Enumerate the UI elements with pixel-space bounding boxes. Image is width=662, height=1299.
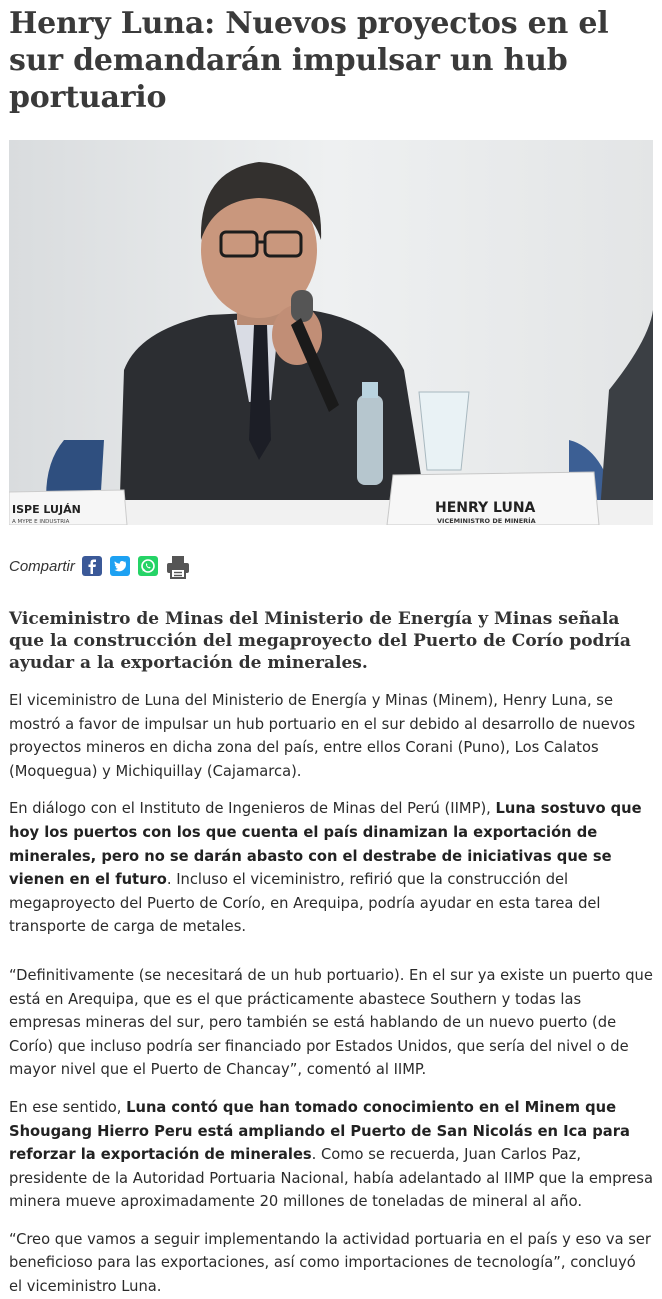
share-bar xyxy=(9,553,653,579)
article-photo xyxy=(9,140,653,525)
paragraph-5: “Creo que vamos a seguir implementando la actividad portuaria en el país y eso va ser beneficioso para las exportaciones, así como importaciones de tecnología”, concluyó el viceministro Luna. xyxy=(9,1230,651,1296)
paragraph-4-text-a: En ese sentido, xyxy=(9,1098,127,1116)
paragraph-1: El viceministro de Luna del Ministerio de Energía y Minas (Minem), Henry Luna, se mostró a favor de impulsar un hub portuario en el sur debido al desarrollo de nuevos proyectos mineros en dicha zona del país, entre ellos Corani (Puno), Los Calatos (Moquegua) y Michiquillay (Cajamarca). xyxy=(9,692,636,780)
paragraph-2-text-a: En diálogo con el Instituto de Ingenieros de Minas del Perú (IIMP), xyxy=(9,800,496,818)
print-icon[interactable] xyxy=(165,555,191,577)
paragraph-4-text-c: . Como se recuerda, Juan Carlos Paz, presidente de la Autoridad Portuaria Nacional, había adelantado al IIMP que la empresa minera mueve aproximadamente 20 millones de toneladas de mineral al año. xyxy=(9,1146,653,1211)
nameplate-left: ISPE LUJÁN xyxy=(12,503,81,516)
paragraph-4 xyxy=(9,1096,653,1214)
paragraph-3: “Definitivamente (se necesitará de un hub portuario). En el sur ya existe un puerto que está en Arequipa, que es el que prácticamente abastece Southern y todas las empresas mineras del sur, pero también se está hablando de un nuevo puerto (de Corío) que incluso podría ser financiado por Estados Unidos, que sería del nivel o de mayor nivel que el Puerto de Chancay”, comentó al IIMP. xyxy=(9,966,653,1079)
paragraph-2-bold: Luna sostuvo que hoy los puertos con los que cuenta el país dinamizan la exportación de minerales, pero no se darán abasto con el destrabe de iniciativas que se vienen en el futuro xyxy=(9,800,642,889)
share-label: Compartir xyxy=(9,557,75,575)
paragraph-4-bold: Luna contó que han tomado conocimiento en el Minem que Shougang Hierro Peru está ampliando el Puerto de San Nicolás en Ica para reforzar la exportación de minerales xyxy=(9,1098,630,1164)
nameplate-sub: VICEMINISTRO DE MINERÍA xyxy=(437,517,536,525)
nameplate-main: HENRY LUNA xyxy=(435,500,536,516)
paragraph-2 xyxy=(9,797,653,939)
whatsapp-icon[interactable] xyxy=(137,555,159,577)
paragraph-2-text-c: . Incluso el viceministro, refirió que la construcción del megaproyecto del Puerto de Corío, en Arequipa, podría ayudar en esta tarea del transporte de carga de metales. xyxy=(9,871,601,936)
article xyxy=(0,5,662,1299)
article-lead: Viceministro de Minas del Ministerio de Energía y Minas señala que la construcción del megaproyecto del Puerto de Corío podría ayudar a la exportación de minerales. xyxy=(9,609,631,673)
article-title: Henry Luna: Nuevos proyectos en el sur demandarán impulsar un hub portuario xyxy=(9,6,609,115)
facebook-icon[interactable] xyxy=(81,555,103,577)
twitter-icon[interactable] xyxy=(109,555,131,577)
nameplate-left-sub: A MYPE E INDUSTRIA xyxy=(12,519,70,525)
photo-illustration xyxy=(9,140,653,525)
